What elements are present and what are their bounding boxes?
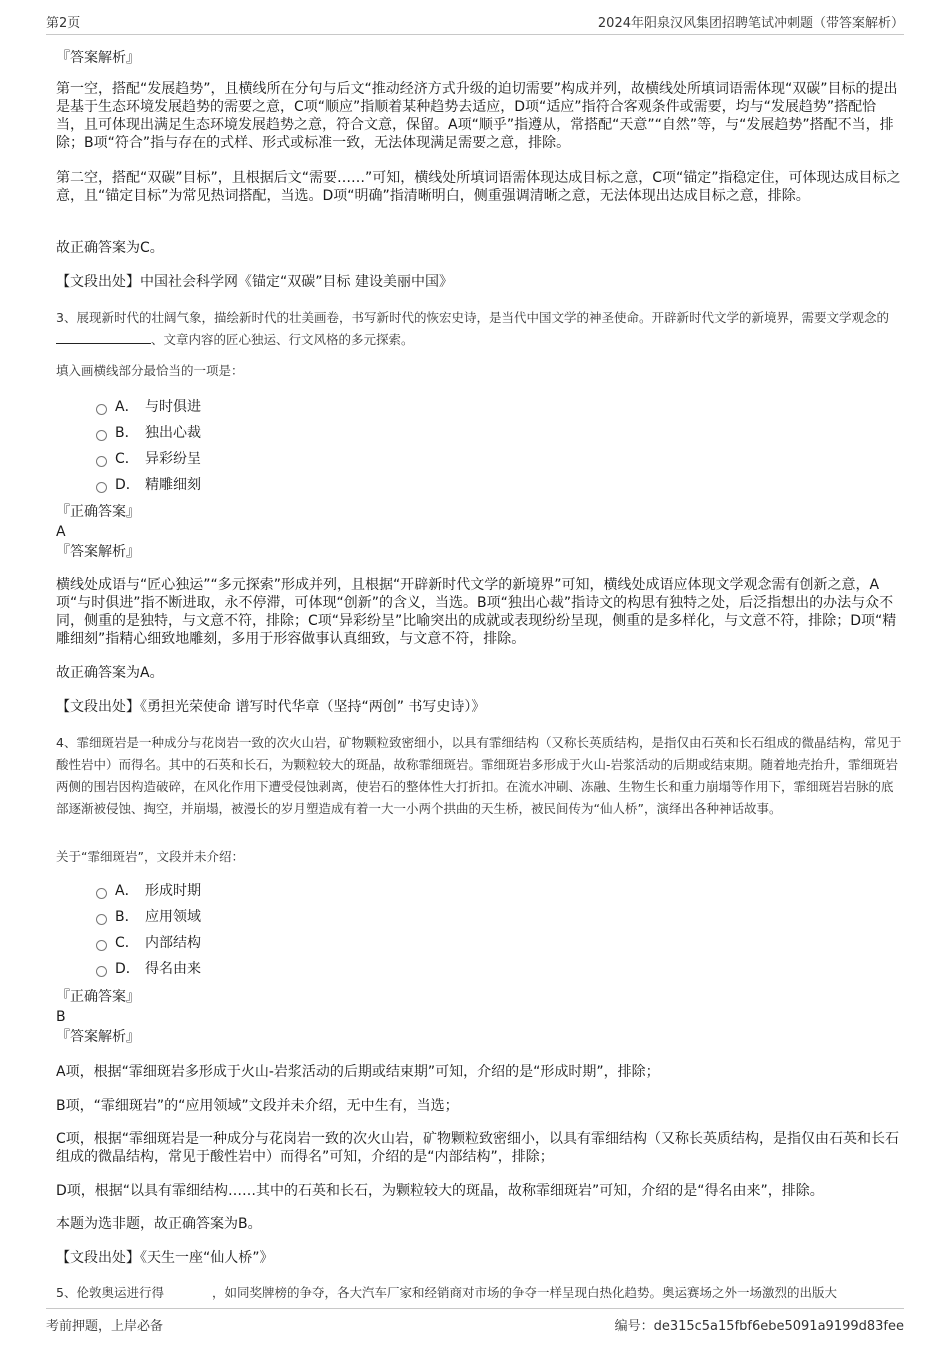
- source-citation: 【文段出处】《勇担光荣使命 谱写时代华章（坚持“两创” 书写史诗）》: [56, 699, 486, 715]
- option-text: 与时俱进: [145, 399, 201, 415]
- radio-button[interactable]: [96, 482, 107, 493]
- option-text: 独出心裁: [145, 425, 201, 441]
- option-text: 形成时期: [145, 883, 201, 899]
- radio-button[interactable]: [96, 404, 107, 415]
- option-text: 得名由来: [145, 961, 201, 977]
- question-text-after: ，如同奖牌榜的争夺，各大汽车厂家和经销商对市场的争夺一样呈现白热化趋势。奥运赛场之外一场激烈的出版大: [211, 1285, 837, 1300]
- page-number: 第2页: [46, 16, 81, 31]
- option-letter: B．: [115, 425, 139, 441]
- correct-answer-heading: 『正确答案』: [56, 989, 140, 1005]
- analysis-paragraph: 横线处成语与“匠心独运”“多元探索”形成并列，且根据“开辟新时代文学的新境界”可知，横线处成语应体现文学观念需有创新之意，A项“与时俱进”指不断进取，永不停滞，可体现“创新”的含义，当选。B项“独出心裁”指诗文的构思有独特之处，后泛指想出的办法与众不同，侧重的是独特，与文意不符，排除；C项“异彩纷呈”比喻突出的成就或表现纷纷呈现，侧重的是多样化，与文意不符，排除；D项“精雕细刻”指精心细致地雕刻，多用于形容做事认真细致，与文意不符，排除。: [56, 577, 897, 647]
- question-text: [56, 307, 902, 351]
- analysis-item-d: D项，根据“以具有霏细结构……其中的石英和长石，为颗粒较大的斑晶，故称霏细斑岩”可知，介绍的是“得名由来”，排除。: [56, 1183, 824, 1199]
- question-text-before: 5、伦敦奥运进行得: [56, 1285, 164, 1300]
- option-letter: A．: [115, 883, 139, 899]
- conclusion: 本题为选非题，故正确答案为B。: [56, 1216, 262, 1232]
- radio-button[interactable]: [96, 430, 107, 441]
- options-list: [56, 878, 942, 982]
- analysis-item-a: A项，根据“霏细斑岩多形成于火山-岩浆活动的后期或结束期”可知，介绍的是“形成时期”，排除；: [56, 1064, 660, 1080]
- question-prompt: 关于“霏细斑岩”，文段并未介绍：: [56, 849, 244, 864]
- option-d[interactable]: [96, 956, 942, 982]
- answer-blank: [56, 331, 151, 344]
- option-b[interactable]: [96, 904, 942, 930]
- source-citation: 【文段出处】《天生一座“仙人桥”》: [56, 1250, 274, 1266]
- option-letter: C．: [115, 451, 139, 467]
- option-c[interactable]: [96, 446, 942, 472]
- option-letter: A．: [115, 399, 139, 415]
- option-letter: D．: [115, 961, 140, 977]
- option-letter: B．: [115, 909, 139, 925]
- analysis-item-c: C项，根据“霏细斑岩是一种成分与花岗岩一致的次火山岩，矿物颗粒致密细小，以具有霏细结构（又称长英质结构，是指仅由石英和长石组成的微晶结构，常见于酸性岩中）而得名”可知，介绍的是“内部结构”，排除；: [56, 1131, 900, 1165]
- analysis-paragraph: 第一空，搭配“发展趋势”，且横线所在分句与后文“推动经济方式升级的迫切需要”构成并列，故横线处所填词语需体现“双碳”目标的提出是基于生态环境发展趋势的需要之意，C项“顺应”指顺着某种趋势去适应，D项“适应”指符合客观条件或需要，均与“发展趋势”搭配恰当，且可体现出满足生态环境发展趋势之意，符合文意，保留。A项“顺乎”指遵从，常搭配“天意”“自然”等，与“发展趋势”搭配不当，排除；B项“符合”指与存在的式样、形式或标准一致，无法体现满足需要之意，排除。: [56, 81, 898, 151]
- option-a[interactable]: [96, 394, 942, 420]
- code-label: 编号：: [614, 1319, 654, 1334]
- footer-slogan: 考前押题，上岸必备: [46, 1319, 164, 1334]
- option-letter: D．: [115, 477, 140, 493]
- document-title: 2024年阳泉汉风集团招聘笔试冲刺题（带答案解析）: [597, 16, 904, 31]
- option-a[interactable]: [96, 878, 942, 904]
- analysis-heading: 『答案解析』: [56, 544, 140, 560]
- page-header: [46, 10, 904, 35]
- correct-answer: B: [56, 1009, 66, 1025]
- option-c[interactable]: [96, 930, 942, 956]
- code-value: de315c5a15fbf6ebe5091a9199d83fee: [653, 1319, 904, 1334]
- option-d[interactable]: [96, 472, 942, 498]
- question-text-after: 、文章内容的匠心独运、行文风格的多元探索。: [151, 332, 414, 347]
- radio-button[interactable]: [96, 456, 107, 467]
- conclusion: 故正确答案为A。: [56, 665, 164, 681]
- option-text: 应用领域: [145, 909, 201, 925]
- analysis-heading: 『答案解析』: [56, 50, 140, 66]
- option-b[interactable]: [96, 420, 942, 446]
- question-text: [56, 1282, 902, 1304]
- analysis-heading: 『答案解析』: [56, 1029, 140, 1045]
- options-list: [56, 394, 942, 498]
- question-prompt: 填入画横线部分最恰当的一项是：: [56, 363, 244, 378]
- question-text: 4、霏细斑岩是一种成分与花岗岩一致的次火山岩，矿物颗粒致密细小，以具有霏细结构（又称长英质结构，是指仅由石英和长石组成的微晶结构，常见于酸性岩中）而得名。其中的石英和长石，为颗粒较大的斑晶，故称霏细斑岩。霏细斑岩多形成于火山-岩浆活动的后期或结束期。随着地壳抬升，霏细斑岩两侧的围岩因构造破碎，在风化作用下遭受侵蚀剥离，使岩石的整体性大打折扣。在流水冲刷、冻融、生物生长和重力崩塌等作用下，霏细斑岩岩脉的底部逐渐被侵蚀、掏空，并崩塌，被漫长的岁月塑造成有着一大一小两个拱曲的天生桥，被民间传为“仙人桥”，演绎出各种神话故事。: [56, 735, 902, 816]
- radio-button[interactable]: [96, 914, 107, 925]
- question-text-before: 3、展现新时代的壮阔气象，描绘新时代的壮美画卷，书写新时代的恢宏史诗，是当代中国文学的神圣使命。开辟新时代文学的新境界，需要文学观念的: [56, 310, 889, 325]
- radio-button[interactable]: [96, 966, 107, 977]
- option-text: 内部结构: [145, 935, 201, 951]
- option-text: 精雕细刻: [145, 477, 201, 493]
- correct-answer: A: [56, 524, 66, 540]
- correct-answer-heading: 『正确答案』: [56, 504, 140, 520]
- source-citation: 【文段出处】中国社会科学网《锚定“双碳”目标 建设美丽中国》: [56, 274, 453, 290]
- analysis-paragraph: 第二空，搭配“双碳”目标”，且根据后文“需要……”可知，横线处所填词语需体现达成目标之意，C项“锚定”指稳定住，可体现达成目标之意，且“锚定目标”为常见热词搭配，当选。D项“明确”指清晰明白，侧重强调清晰之意，无法体现出达成目标之意，排除。: [56, 170, 901, 204]
- option-letter: C．: [115, 935, 139, 951]
- radio-button[interactable]: [96, 940, 107, 951]
- conclusion: 故正确答案为C。: [56, 240, 164, 256]
- radio-button[interactable]: [96, 888, 107, 899]
- document-code: [615, 1315, 904, 1334]
- page-footer: [46, 1308, 904, 1335]
- analysis-item-b: B项，“霏细斑岩”的“应用领域”文段并未介绍，无中生有，当选；: [56, 1098, 459, 1114]
- option-text: 异彩纷呈: [145, 451, 201, 467]
